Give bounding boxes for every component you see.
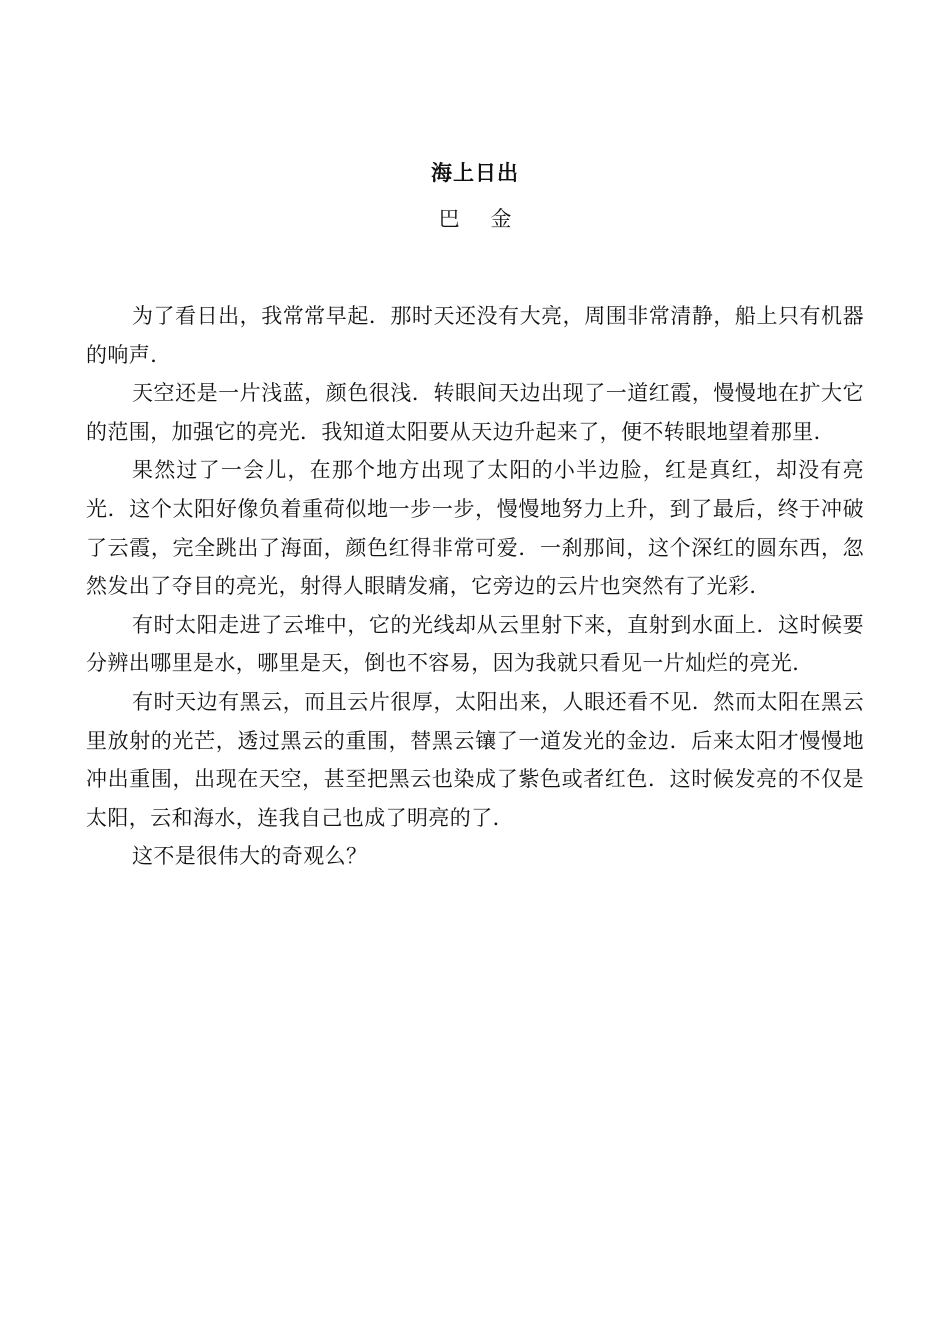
paragraph: 为了看日出，我常常早起．那时天还没有大亮，周围非常清静，船上只有机器的响声． xyxy=(86,304,864,367)
author-name: 巴 金 xyxy=(438,207,524,231)
paragraph: 果然过了一会儿，在那个地方出现了太阳的小半边脸，红是真红，却没有亮光．这个太阳好像负着重荷似地一步一步，慢慢地努力上升，到了最后，终于冲破了云霞，完全跳出了海面，颜色红得非常可爱．一刹那间，这个深红的圆东西，忽然发出了夺目的亮光，射得人眼睛发痛，它旁边的云片也突然有了光彩． xyxy=(86,458,864,599)
paragraph: 天空还是一片浅蓝，颜色很浅．转眼间天边出现了一道红霞，慢慢地在扩大它的范围，加强它的亮光．我知道太阳要从天边升起来了，便不转眼地望着那里． xyxy=(86,381,864,444)
paragraph: 这不是很伟大的奇观么？ xyxy=(132,844,368,869)
article-title: 海上日出 xyxy=(431,161,519,185)
paragraph: 有时天边有黑云，而且云片很厚，太阳出来，人眼还看不见．然而太阳在黑云里放射的光芒，透过黑云的重围，替黑云镶了一道发光的金边．后来太阳才慢慢地冲出重围，出现在天空，甚至把黑云也染成了紫色或者红色．这时候发亮的不仅是太阳，云和海水，连我自己也成了明亮的了． xyxy=(86,689,864,830)
article-body xyxy=(86,297,864,876)
paragraph: 有时太阳走进了云堆中，它的光线却从云里射下来，直射到水面上．这时候要分辨出哪里是水，哪里是天，倒也不容易，因为我就只看见一片灿烂的亮光． xyxy=(86,612,864,676)
